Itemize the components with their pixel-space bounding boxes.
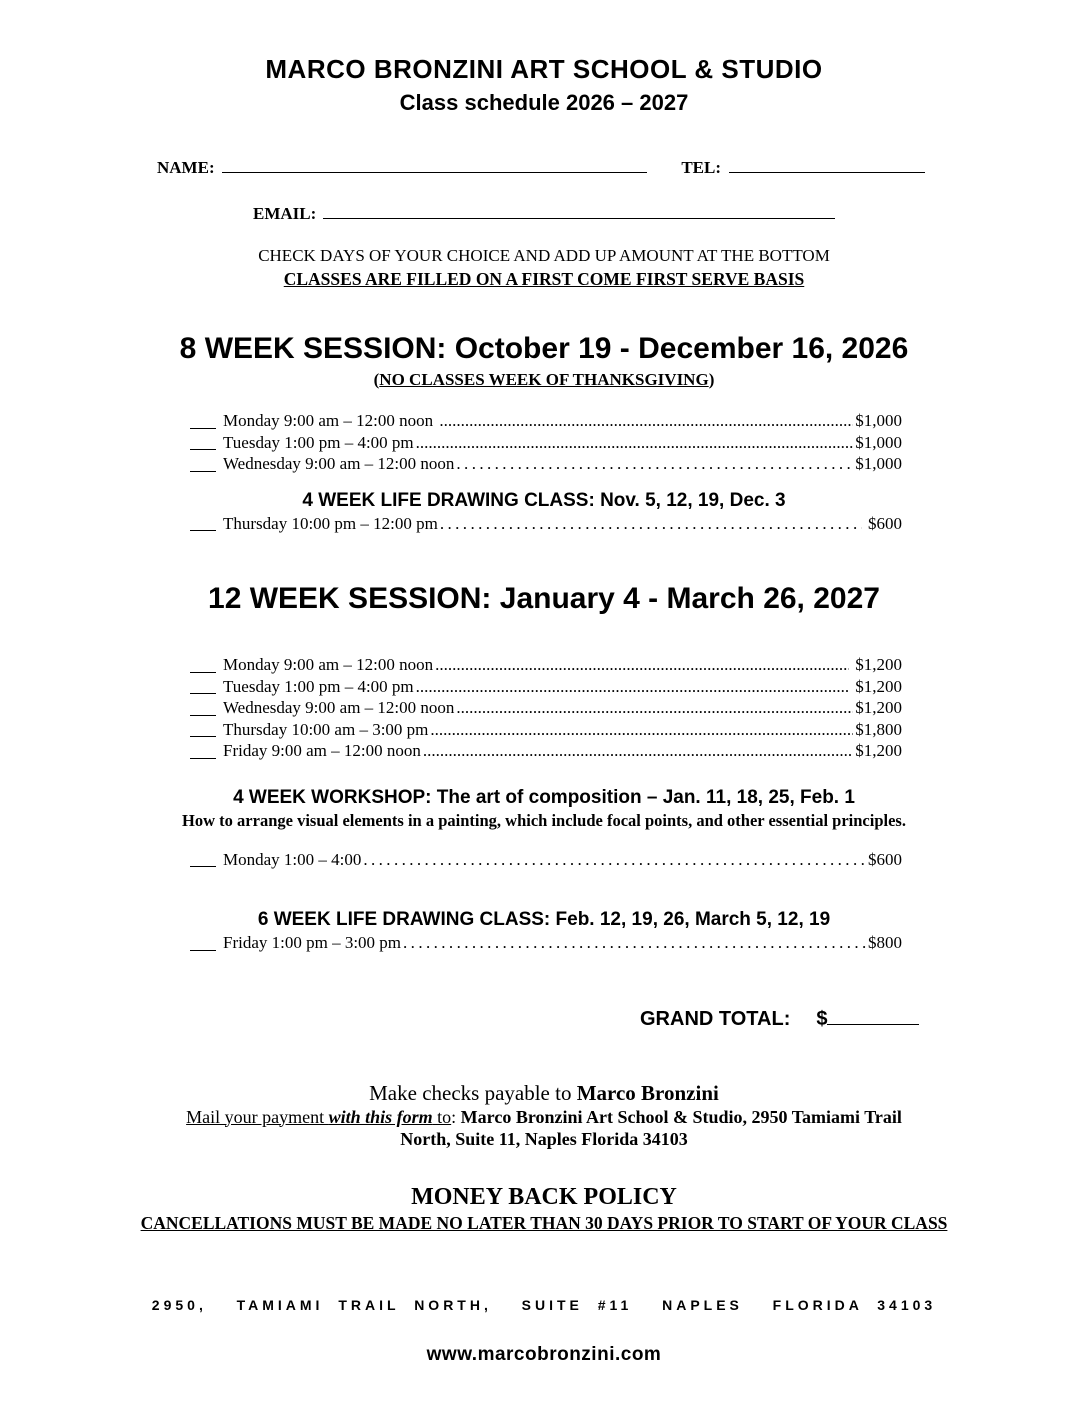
grand-total-blank[interactable] xyxy=(827,1010,919,1025)
check-blank[interactable] xyxy=(190,950,216,951)
class-price: $800 xyxy=(868,933,902,952)
payee-name: Marco Bronzini xyxy=(576,1080,719,1105)
check-blank[interactable] xyxy=(190,736,216,737)
class-row-wednesday-8wk xyxy=(190,453,902,475)
name-label: NAME: xyxy=(157,158,215,177)
check-blank[interactable] xyxy=(190,428,216,429)
grand-total-row xyxy=(640,1008,1088,1030)
instruction-line-2: CLASSES ARE FILLED ON A FIRST COME FIRST SERVE BASIS xyxy=(283,269,805,289)
workshop-rows xyxy=(190,849,902,871)
mail-prefix: Mail your payment xyxy=(186,1106,329,1127)
check-blank[interactable] xyxy=(190,693,216,694)
tel-blank[interactable] xyxy=(729,159,925,173)
class-label: Friday 1:00 pm – 3:00 pm xyxy=(223,933,402,952)
class-label: Tuesday 1:00 pm – 4:00 pm xyxy=(223,432,414,452)
name-blank[interactable] xyxy=(222,159,648,173)
page-subtitle: Class schedule 2026 – 2027 xyxy=(399,90,689,115)
session-12-week-rows xyxy=(190,654,902,762)
make-checks-line xyxy=(0,1080,1088,1106)
email-label: EMAIL: xyxy=(253,204,317,223)
class-row-wednesday-12wk xyxy=(190,697,902,719)
check-blank[interactable] xyxy=(190,471,216,472)
note-paren-close: ) xyxy=(708,370,715,389)
mail-address-line2: North, Suite 11, Naples Florida 34103 xyxy=(400,1128,688,1149)
check-blank[interactable] xyxy=(190,672,216,673)
check-blank[interactable] xyxy=(190,530,216,531)
class-row-tuesday-12wk xyxy=(190,676,902,698)
class-price: $1,800 xyxy=(855,719,902,739)
email-blank[interactable] xyxy=(323,205,835,219)
dot-leader xyxy=(439,410,853,432)
class-row-thursday-12wk xyxy=(190,719,902,741)
mail-suffix: to xyxy=(432,1106,452,1127)
dot-leader xyxy=(363,849,866,871)
class-price: $1,000 xyxy=(855,454,902,473)
dot-leader xyxy=(423,740,853,762)
class-label: Monday 9:00 am – 12:00 noon xyxy=(223,655,434,674)
dot-leader xyxy=(416,676,849,698)
class-row-friday-12wk xyxy=(190,740,902,762)
mail-address-line1: Marco Bronzini Art School & Studio, 2950 Tamiami Trail xyxy=(460,1106,902,1127)
class-row-thursday-lifedrawing xyxy=(190,513,902,535)
currency-symbol: $ xyxy=(816,1007,828,1030)
class-price: $600 xyxy=(863,513,902,533)
life-drawing-6wk-title: 6 WEEK LIFE DRAWING CLASS: Feb. 12, 19, 26, March 5, 12, 19 xyxy=(257,909,831,930)
instruction-line-1: CHECK DAYS OF YOUR CHOICE AND ADD UP AMOUNT AT THE BOTTOM xyxy=(258,246,830,265)
class-price: $1,000 xyxy=(855,432,902,452)
class-label: Tuesday 1:00 pm – 4:00 pm xyxy=(223,676,414,696)
thanksgiving-note xyxy=(0,370,1088,390)
class-row-monday-12wk xyxy=(190,654,902,676)
class-row-tuesday-8wk xyxy=(190,432,902,454)
mail-payment-line xyxy=(0,1106,1088,1128)
cancellation-policy-text: CANCELLATIONS MUST BE MADE NO LATER THAN 30 DAYS PRIOR TO START OF YOUR CLASS xyxy=(140,1212,948,1233)
mail-colon: : xyxy=(451,1106,461,1127)
class-row-monday-8wk xyxy=(190,410,902,432)
class-price: $1,200 xyxy=(851,676,902,696)
website-url: www.marcobronzini.com xyxy=(426,1343,662,1365)
email-row xyxy=(253,204,835,224)
check-blank[interactable] xyxy=(190,866,216,867)
check-blank[interactable] xyxy=(190,449,216,450)
workshop-title: 4 WEEK WORKSHOP: The art of composition – Jan. 11, 18, 25, Feb. 1 xyxy=(233,786,855,808)
class-label: Monday 9:00 am – 12:00 noon xyxy=(223,411,438,430)
note-paren-open: ( xyxy=(373,370,380,389)
money-back-policy-title: MONEY BACK POLICY xyxy=(411,1183,677,1210)
page-title: MARCO BRONZINI ART SCHOOL & STUDIO xyxy=(265,54,823,84)
life-drawing-4wk-rows xyxy=(190,513,902,535)
dot-leader xyxy=(456,453,853,475)
dot-leader xyxy=(435,654,849,676)
session-8-week-rows xyxy=(190,410,902,475)
footer-address: 2950, TAMIAMI TRAIL NORTH, SUITE #11 NAPLES FLORIDA 34103 xyxy=(151,1296,937,1313)
dot-leader xyxy=(440,513,862,535)
check-blank[interactable] xyxy=(190,715,216,716)
class-label: Thursday 10:00 pm – 12:00 pm xyxy=(223,513,438,533)
class-label: Monday 1:00 – 4:00 xyxy=(223,849,362,869)
class-label: Thursday 10:00 am – 3:00 pm xyxy=(223,719,429,739)
class-row-monday-workshop xyxy=(190,849,902,871)
dot-leader xyxy=(430,719,853,741)
class-label: Friday 9:00 am – 12:00 noon xyxy=(223,741,421,760)
checks-prefix: Make checks payable to xyxy=(369,1080,577,1105)
name-tel-row xyxy=(157,158,925,178)
dot-leader xyxy=(403,932,866,954)
session-12-week-title: 12 WEEK SESSION: January 4 - March 26, 2027 xyxy=(208,582,880,615)
class-price: $600 xyxy=(868,849,902,869)
class-label: Wednesday 9:00 am – 12:00 noon xyxy=(223,698,455,717)
session-8-week-title: 8 WEEK SESSION: October 19 - December 16, 2026 xyxy=(179,332,909,365)
life-drawing-4wk-title: 4 WEEK LIFE DRAWING CLASS: Nov. 5, 12, 19, Dec. 3 xyxy=(302,489,786,511)
dot-leader xyxy=(456,697,853,719)
class-label: Wednesday 9:00 am – 12:00 noon xyxy=(223,454,455,473)
tel-label: TEL: xyxy=(681,158,721,177)
class-price: $1,000 xyxy=(855,411,902,430)
workshop-description: How to arrange visual elements in a painting, which include focal points, and other essential principles. xyxy=(182,810,906,830)
check-blank[interactable] xyxy=(190,758,216,759)
mail-emphasis: with this form xyxy=(328,1106,433,1127)
life-drawing-6wk-rows xyxy=(190,932,902,954)
class-row-friday-lifedrawing xyxy=(190,932,902,954)
dot-leader xyxy=(416,432,854,454)
class-price: $1,200 xyxy=(851,655,902,674)
grand-total-label: GRAND TOTAL: xyxy=(640,1007,791,1030)
note-text: NO CLASSES WEEK OF THANKSGIVING xyxy=(379,370,709,389)
class-price: $1,200 xyxy=(855,741,902,760)
class-price: $1,200 xyxy=(855,698,902,717)
